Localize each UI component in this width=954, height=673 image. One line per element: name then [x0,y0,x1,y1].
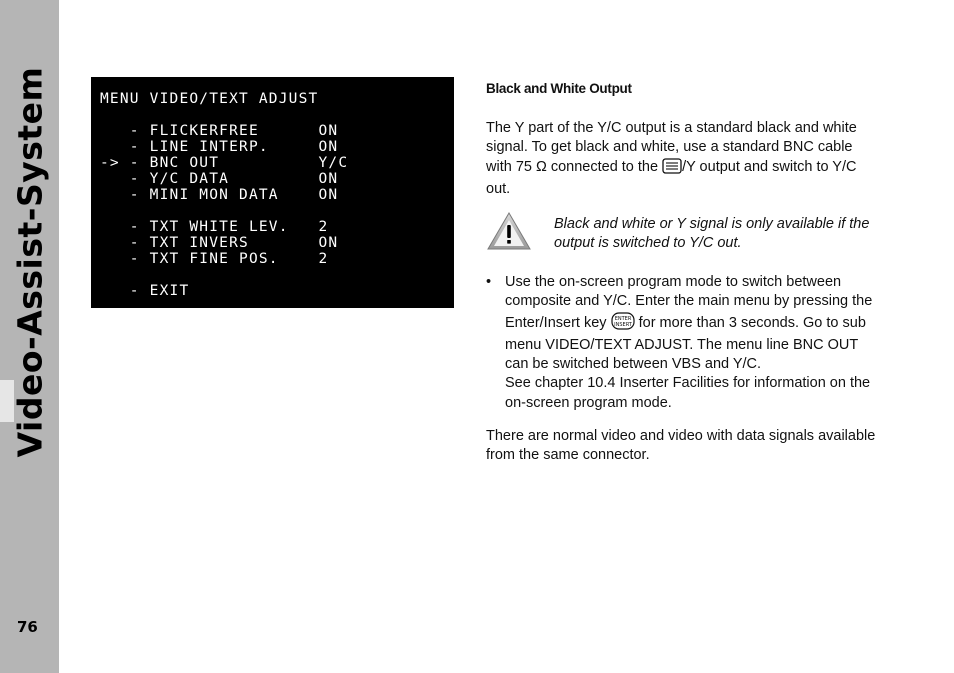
bullet-symbol: • [486,274,492,290]
warning-triangle-icon [486,211,532,256]
section-heading: Black and White Output [486,81,632,96]
bullet-text: See chapter 10.4 Inserter Facilities for information on the on-screen program mode. [505,375,871,411]
bullet-body [505,273,880,413]
osd-menu-line: - EXIT [100,283,190,299]
monitor-icon [662,158,682,180]
page-number: 76 [17,618,38,636]
bullet-text: for more than 3 seconds. Go to sub menu VIDEO/TEXT ADJUST. The menu line BNC OUT can be switched between VBS and Y/C. [505,314,866,373]
osd-menu-line: - MINI MON DATA ON [100,187,339,203]
paragraph [486,119,881,199]
enter-key-label-bottom: INSERT [613,321,632,328]
osd-menu-line: - FLICKERFREE ON [100,123,339,139]
osd-menu-line: - TXT FINE POS. 2 [100,251,329,267]
bullet-text: Use the on-screen program mode to switch between composite and Y/C. Enter the main menu by pressing the Enter/Insert key [505,274,873,331]
sidebar [0,0,59,673]
enter-key-label-top: ENTER [614,315,631,322]
osd-menu-line: - TXT INVERS ON [100,235,339,251]
warning-text: Black and white or Y signal is only available if the output is switched to Y/C out. [554,216,870,252]
paragraph-text: /Y output and switch to Y/C out. [486,158,857,197]
osd-menu-line: -> - BNC OUT Y/C [100,155,349,171]
osd-menu-line: - Y/C DATA ON [100,171,339,187]
osd-menu-line: - TXT WHITE LEV. 2 [100,219,329,235]
sidebar-title: Video-Assist-System [10,66,50,458]
paragraph: There are normal video and video with data signals available from the same connector. [486,428,876,464]
osd-menu-line: - LINE INTERP. ON [100,139,339,155]
paragraph-text: The Y part of the Y/C output is a standard black and white signal. To get black and white, use a standard BNC cable with 75 Ω connected to the [486,120,857,175]
osd-menu-line: MENU VIDEO/TEXT ADJUST [100,91,319,107]
osd-menu-screen [91,77,454,308]
enter-insert-key-icon [611,312,635,336]
